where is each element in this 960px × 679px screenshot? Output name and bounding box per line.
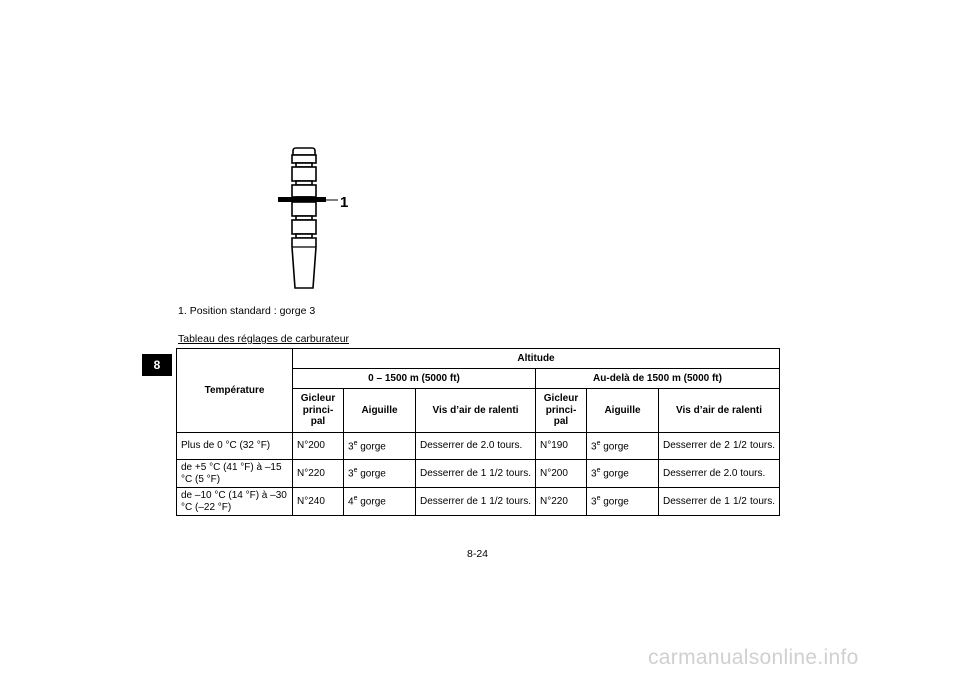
- cell-needle: 3e gorge: [344, 460, 416, 488]
- cell-main-jet: N°190: [536, 433, 587, 460]
- header-altitude-high: Au-delà de 1500 m (5000 ft): [536, 369, 780, 389]
- header-main-jet: Gicleur princi-pal: [293, 389, 344, 433]
- cell-pilot-screw: Desserrer de 1 1/2 tours.: [416, 488, 536, 516]
- header-altitude-low: 0 – 1500 m (5000 ft): [293, 369, 536, 389]
- header-altitude: Altitude: [293, 349, 780, 369]
- cell-main-jet: N°220: [293, 460, 344, 488]
- cell-temperature: de +5 °C (41 °F) à –15 °C (5 °F): [177, 460, 293, 488]
- cell-needle: 3e gorge: [587, 460, 659, 488]
- cell-main-jet: N°200: [293, 433, 344, 460]
- header-main-jet: Gicleur princi-pal: [536, 389, 587, 433]
- cell-pilot-screw: Desserrer de 2.0 tours.: [416, 433, 536, 460]
- table-row: [177, 460, 780, 488]
- page-number: 8-24: [467, 548, 489, 560]
- header-pilot-screw: Vis d’air de ralenti: [659, 389, 780, 433]
- cell-needle: 3e gorge: [344, 433, 416, 460]
- watermark: carmanualsonline.info: [648, 646, 859, 669]
- section-tab: 8: [142, 354, 172, 376]
- header-temperature: Température: [177, 349, 293, 433]
- cell-needle: 4e gorge: [344, 488, 416, 516]
- cell-main-jet: N°240: [293, 488, 344, 516]
- table-title: Tableau des réglages de carburateur: [178, 333, 350, 345]
- cell-pilot-screw: Desserrer de 1 1/2 tours.: [416, 460, 536, 488]
- callout-number: 1: [340, 194, 349, 211]
- header-pilot-screw: Vis d’air de ralenti: [416, 389, 536, 433]
- cell-main-jet: N°200: [536, 460, 587, 488]
- carburetor-settings-table: [176, 348, 780, 516]
- header-needle: Aiguille: [587, 389, 659, 433]
- cell-pilot-screw: Desserrer de 2 1/2 tours.: [659, 433, 780, 460]
- cell-temperature: Plus de 0 °C (32 °F): [177, 433, 293, 460]
- jet-needle-illustration: [272, 143, 362, 293]
- table-row: [177, 488, 780, 516]
- cell-temperature: de –10 °C (14 °F) à –30 °C (–22 °F): [177, 488, 293, 516]
- caption-text: Position standard : gorge 3: [189, 305, 316, 317]
- caption-number: 1.: [178, 305, 187, 317]
- cell-main-jet: N°220: [536, 488, 587, 516]
- figure-caption: [178, 305, 315, 317]
- header-needle: Aiguille: [344, 389, 416, 433]
- cell-pilot-screw: Desserrer de 1 1/2 tours.: [659, 488, 780, 516]
- cell-needle: 3e gorge: [587, 433, 659, 460]
- cell-needle: 3e gorge: [587, 488, 659, 516]
- cell-pilot-screw: Desserrer de 2.0 tours.: [659, 460, 780, 488]
- table-row: [177, 433, 780, 460]
